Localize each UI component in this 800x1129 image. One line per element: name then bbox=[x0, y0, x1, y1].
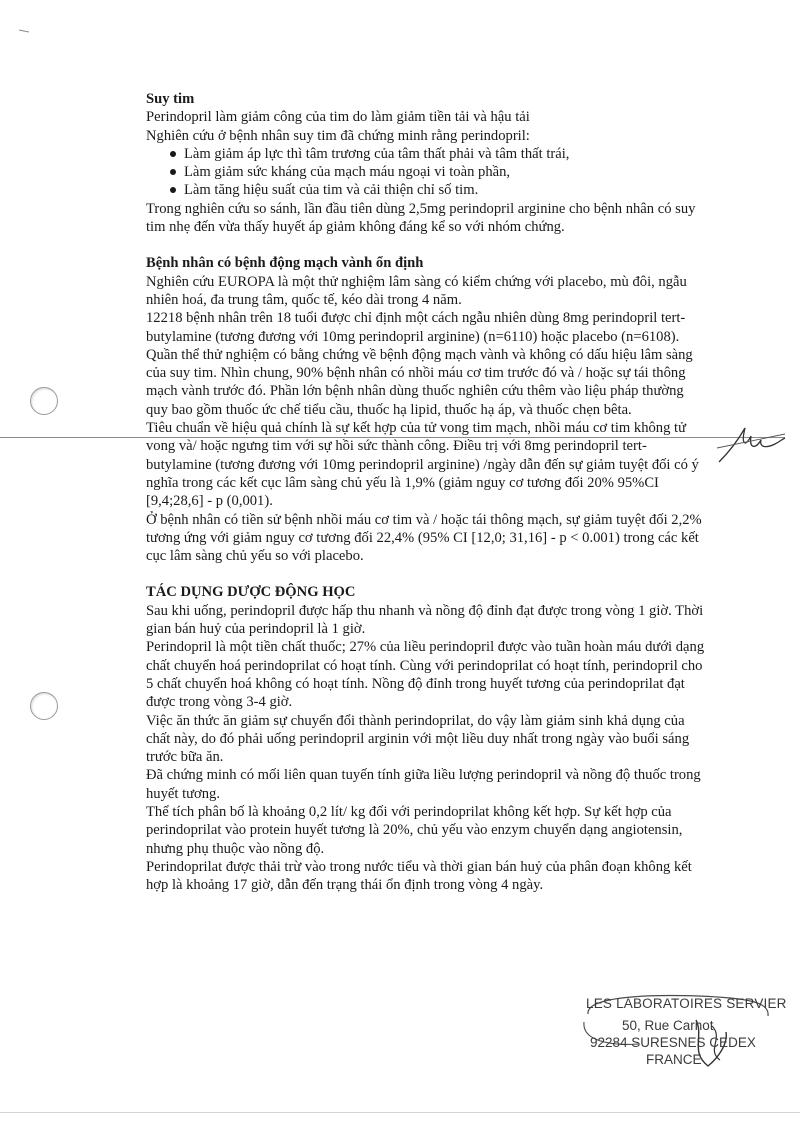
paragraph: Ở bệnh nhân có tiền sử bệnh nhồi máu cơ tim và / hoặc tái thông mạch, sự giảm tuyệt đối 2,2% tương ứng với giảm nguy cơ tương đối 22,4% (95% CI [12,0; 31,16] - p < 0.001) trong các kết cục lâm sàng chủ yếu so với placebo. bbox=[146, 511, 702, 565]
bottom-edge-line bbox=[0, 1112, 800, 1113]
paragraph: Tiêu chuẩn về hiệu quả chính là sự kết hợp của tử vong tim mạch, nhồi máu cơ tim không tử vong và/ hoặc ngưng tim với sự hồi sức thành công. Điều trị với 8mg perindopril tert-butylamine (tương đương với 10mg perindopril arginine) /ngày dẫn đến sự giảm tuyệt đối có ý nghĩa trong các kết cục lâm sàng chủ yếu là 1,9% (giảm nguy cơ tương đối 20% 95%CI [9,4;28,6] - p (0,001). bbox=[146, 420, 699, 510]
stamp-country: FRANCE bbox=[646, 1052, 702, 1067]
document-body bbox=[146, 90, 706, 894]
paragraph: Việc ăn thức ăn giảm sự chuyển đổi thành perindoprilat, do vậy làm giảm sinh khả dụng của chất này, do đó phải uống perindopril arginin với một liều duy nhất trong ngày vào buổi sáng trước bữa ăn. bbox=[146, 712, 690, 766]
heading-tac-dung-duoc-dong-hoc: TÁC DỤNG DƯỢC ĐỘNG HỌC bbox=[146, 584, 356, 601]
margin-initials-mark bbox=[715, 418, 787, 468]
paragraph: Perindopril làm giảm công của tim do làm giảm tiền tải và hậu tải bbox=[146, 109, 530, 126]
list-item bbox=[146, 145, 706, 163]
heading-suy-tim: Suy tim bbox=[146, 91, 195, 107]
bullet-icon bbox=[170, 169, 176, 175]
paragraph: 12218 bệnh nhân trên 18 tuổi được chỉ định một cách ngẫu nhiên dùng 8mg perindopril tert-butylamine (tương đương với 10mg perindopril arginine) (n=6110) hoặc placebo (n=6108). bbox=[146, 310, 686, 345]
paragraph: Đã chứng minh có mối liên quan tuyến tính giữa liều lượng perindopril và nồng độ thuốc trong huyết tương. bbox=[146, 767, 701, 802]
list-item-text: Làm giảm áp lực thì tâm trương của tâm thất phải và tâm thất trái, bbox=[184, 145, 570, 162]
bullet-list bbox=[146, 145, 706, 200]
list-item bbox=[146, 181, 706, 199]
paragraph: Thể tích phân bố là khoảng 0,2 lít/ kg đối với perindoprilat không kết hợp. Sự kết hợp của perindoprilat vào protein huyết tương là 20%, chủ yếu vào enzym chuyển dạng angiotensin, nhưng phụ thuộc vào nồng độ. bbox=[146, 803, 683, 857]
corner-tick-mark bbox=[18, 28, 30, 34]
paragraph: Sau khi uống, perindopril được hấp thu nhanh và nồng độ đỉnh đạt được trong vòng 1 giờ. Thời gian bán huỷ của perindopril là 1 giờ. bbox=[146, 602, 704, 638]
paragraph: Perindopril là một tiền chất thuốc; 27% của liều perindopril được vào tuần hoàn máu dưới dạng chất chuyển hoá perindoprilat có hoạt tính. Cùng với perindoprilat có hoạt tính, perindopril cho 5 chất chuyển hoá không có hoạt tính. Nồng độ đỉnh trong huyết tương của perindoprilat đạt được trong vòng 3-4 giờ. bbox=[146, 639, 705, 711]
stamp-street: 50, Rue Carnot bbox=[622, 1018, 714, 1033]
list-item bbox=[146, 163, 706, 181]
paragraph: Nghiên cứu ở bệnh nhân suy tim đã chứng minh rằng perindopril: bbox=[146, 127, 530, 144]
punch-hole bbox=[30, 692, 58, 720]
list-item-text: Làm tăng hiệu suất của tim và cải thiện chỉ số tim. bbox=[184, 182, 479, 199]
paragraph: Nghiên cứu EUROPA là một thử nghiệm lâm sàng có kiểm chứng với placebo, mù đôi, ngẫu nhiên hoá, đa trung tâm, quốc tế, kéo dài trong 4 năm. bbox=[146, 273, 687, 308]
bullet-icon bbox=[170, 151, 176, 157]
bullet-icon bbox=[170, 187, 176, 193]
heading-benh-dong-mach-vanh: Bệnh nhân có bệnh động mạch vành ổn định bbox=[146, 255, 424, 272]
list-item-text: Làm giảm sức kháng của mạch máu ngoại vi toàn phần, bbox=[184, 164, 511, 181]
paragraph: Quần thể thử nghiệm có bằng chứng về bệnh động mạch vành và không có dấu hiệu lâm sàng của suy tim. Nhìn chung, 90% bệnh nhân có nhồi máu cơ tim trước đó và / hoặc sự tái thông mạch vành trước đó. Phần lớn bệnh nhân dùng thuốc nghiên cứu thêm vào liệu pháp thường quy bao gồm thuốc ức chế tiểu cầu, thuốc hạ lipid, thuốc hạ áp, và thuốc chẹn bêta. bbox=[146, 346, 693, 418]
company-stamp bbox=[578, 992, 787, 1072]
stamp-city: 92284 SURESNES CEDEX bbox=[590, 1035, 756, 1050]
punch-hole bbox=[30, 387, 58, 415]
paragraph: Perindoprilat được thải trừ vào trong nước tiểu và thời gian bán huỷ của phân đoạn không kết hợp là khoảng 17 giờ, dẫn đến trạng thái ổn định trong vòng 4 ngày. bbox=[146, 858, 692, 894]
paragraph: Trong nghiên cứu so sánh, lần đầu tiên dùng 2,5mg perindopril arginine cho bệnh nhân có suy tim nhẹ đến vừa thấy huyết áp giảm không đáng kể so với nhóm chứng. bbox=[146, 200, 696, 236]
stamp-company-name: LES LABORATOIRES SERVIER bbox=[586, 996, 787, 1011]
